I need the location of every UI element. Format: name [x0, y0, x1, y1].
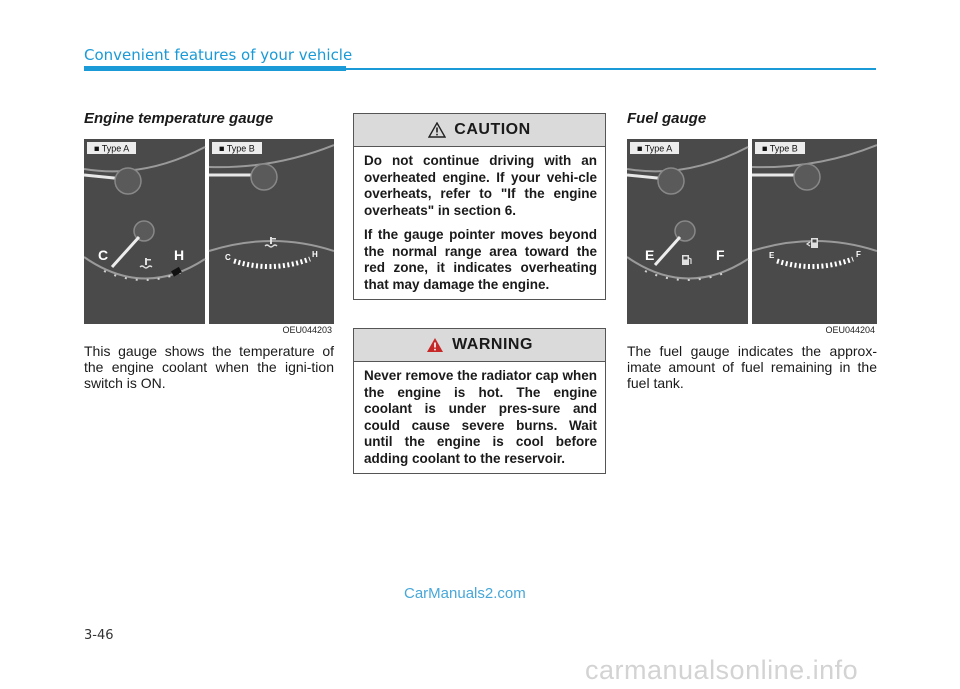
fuel-a-f-letter: F — [716, 247, 725, 263]
caution-paragraph: If the gauge pointer moves beyond the normal range area toward the red zone, it indicates overheating that may damage the engine. — [364, 227, 597, 292]
page-number: 3-46 — [84, 628, 114, 643]
warning-paragraph: Never remove the radiator cap when the engine is hot. The engine coolant is under pres-sure and could cause severe burns. Wait until the engine is cool before adding coolant to the reservoir. — [364, 368, 597, 466]
fuel-a-e-letter: E — [645, 247, 655, 263]
type-b-label: ■ Type B — [219, 143, 255, 154]
type-a-label: ■ Type A — [94, 143, 130, 154]
fuel-gauge-illustration — [627, 139, 877, 335]
warning-title: WARNING — [452, 336, 533, 353]
watermark-link[interactable]: CarManuals2.com — [404, 585, 526, 602]
header-rule-thin — [346, 68, 876, 70]
header-rule-thick — [84, 66, 346, 71]
engine-temp-body: This gauge shows the temperature of the engine coolant when the igni-tion switch is ON. — [84, 343, 334, 391]
fuel-type-b-label: ■ Type B — [762, 143, 798, 154]
engine-temp-figure — [84, 139, 334, 335]
caution-title: CAUTION — [454, 121, 531, 138]
caution-box — [353, 113, 606, 300]
fuel-gauge-body: The fuel gauge indicates the approx-imate amount of fuel remaining in the fuel tank. — [627, 343, 877, 391]
warning-box — [353, 328, 606, 474]
figure-code: OEU044203 — [282, 325, 332, 335]
gauge-b-h-letter: H — [312, 250, 318, 259]
fuel-gauge-figure — [627, 139, 877, 335]
fuel-b-e-letter: E — [769, 251, 775, 260]
figure-code: OEU044204 — [825, 325, 875, 335]
caution-triangle-icon — [428, 122, 446, 138]
engine-temp-gauge-illustration — [84, 139, 334, 335]
caution-paragraph: Do not continue driving with an overheated engine. If your vehi-cle overheats, refer to "If the engine overheats" in section 6. — [364, 153, 597, 218]
gauge-b-c-letter: C — [225, 253, 231, 262]
warning-body — [354, 362, 605, 473]
section-title: Convenient features of your vehicle — [84, 46, 353, 64]
engine-temp-heading: Engine temperature gauge — [84, 110, 274, 127]
warning-triangle-icon — [426, 337, 444, 353]
warning-header — [354, 329, 605, 362]
fuel-b-f-letter: F — [856, 250, 861, 259]
gauge-a-h-letter: H — [174, 247, 185, 263]
caution-body — [354, 147, 605, 299]
gauge-a-c-letter: C — [98, 247, 109, 263]
watermark-text: carmanualsonline.info — [585, 655, 859, 685]
caution-header — [354, 114, 605, 147]
fuel-type-a-label: ■ Type A — [637, 143, 673, 154]
fuel-gauge-heading: Fuel gauge — [627, 110, 707, 127]
